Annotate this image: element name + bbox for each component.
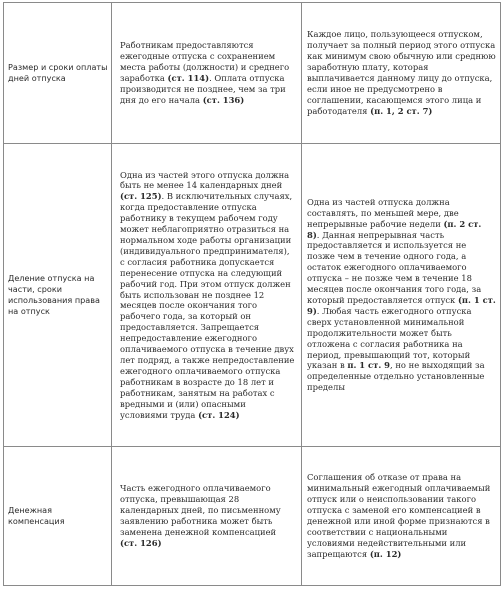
article-reference: (п. 12) (369, 548, 402, 559)
table-row (4, 144, 501, 447)
labor-code-cell (112, 144, 302, 447)
labor-code-text (120, 40, 295, 105)
text-run: . Оплата отпуска производится не позднее, чем за три дня до его начала (120, 73, 286, 105)
text-run: Одна из частей отпуска должна составлять, по меньшей мере, две непрерывные рабочие недели (307, 196, 459, 229)
convention-cell (302, 3, 501, 144)
convention-text (307, 472, 496, 559)
row-label (4, 144, 112, 447)
convention-text (307, 29, 496, 116)
text-run: . Любая часть ежегодного отпуска сверх установленной минимальной продолжительности может быть отложена с согласия работника на период, превышающий тот, который указан в (307, 305, 472, 371)
labor-code-text (120, 170, 295, 421)
labor-code-cell (112, 447, 302, 586)
article-reference: (ст. 124) (198, 409, 240, 420)
text-run: Работникам предоставляются ежегодные отпуска с сохранением места работы (должности) и среднего заработка (120, 40, 290, 83)
text-run: Часть ежегодного оплачиваемого отпуска, превышающая 28 календарных дней, по письменному заявлению работника может быть заменена денежной компенсацией (120, 483, 281, 537)
convention-cell (302, 447, 501, 586)
article-reference: п. 1 ст. 9 (347, 360, 390, 371)
row-label-text: Денежная компенсация (8, 504, 65, 526)
article-reference: (ст. 125) (120, 191, 162, 202)
article-reference: (п. 1, 2 ст. 7) (370, 105, 433, 116)
comparison-table (3, 2, 501, 586)
article-reference: (ст. 136) (202, 94, 245, 105)
row-label-text: Размер и сроки оплаты дней отпуска (8, 61, 108, 83)
row-label (4, 447, 112, 586)
text-run: , но не выходящий за определенные отдельно установленные пределы (307, 360, 485, 393)
labor-code-cell (112, 3, 302, 144)
row-label-text: Деление отпуска на части, сроки использования права на отпуск (8, 272, 100, 317)
text-run: . Данная непрерывная часть предоставляется и используется не позже чем в течение одного года, а остаток ежегодного оплачиваемого отпуска – не позже чем в течение 18 месяцев после окончания того года, за который предоставляется отпуск (307, 229, 482, 305)
convention-cell (302, 144, 501, 447)
article-reference: (п. 1 ст. 9) (307, 295, 496, 316)
row-label (4, 3, 112, 144)
article-reference: (ст. 114) (167, 73, 210, 83)
table-row (4, 3, 501, 144)
article-reference: (ст. 126) (120, 537, 162, 548)
labor-code-text (120, 483, 295, 548)
article-reference: (п. 2 ст. 8) (307, 218, 482, 240)
text-run: Одна из частей этого отпуска должна быть не менее 14 календарных дней (120, 169, 290, 191)
convention-text (307, 197, 496, 393)
table-row (4, 447, 501, 586)
text-run: Каждое лицо, пользующееся отпуском, получает за полный период этого отпуска как минимум свою обычную или среднюю заработную плату, которая выплачивается данному лицу до отпуска, если иное не предусмотрено в соглашении, касающемся этого лица и работодателя (307, 29, 496, 116)
text-run: . В исключительных случаях, когда предоставление отпуска работнику в текущем рабочем году может неблагоприятно отразиться на нормальном ходе работы организации (индивидуального предпринимателя), с согласия работника допускается перенесение отпуска на следующий рабочий год. При этом отпуск должен быть использован не позднее 12 месяцев после окончания того рабочего года, за который он предоставляется. Запрещается непредоставление ежегодного оплачиваемого отпуска в течение двух лет подряд, а также непредоставление ежегодного оплачиваемого отпуска работникам в возрасте до 18 лет и работникам, занятым на работах с вредными и (или) опасными условиями труда (120, 191, 295, 420)
text-run: Соглашения об отказе от права на минимальный ежегодный оплачиваемый отпуск или о неиспользовании такого отпуска с заменой его компенсацией в денежной или иной форме признаются в соответствии с национальными условиями недействительными или запрещаются (307, 472, 491, 559)
